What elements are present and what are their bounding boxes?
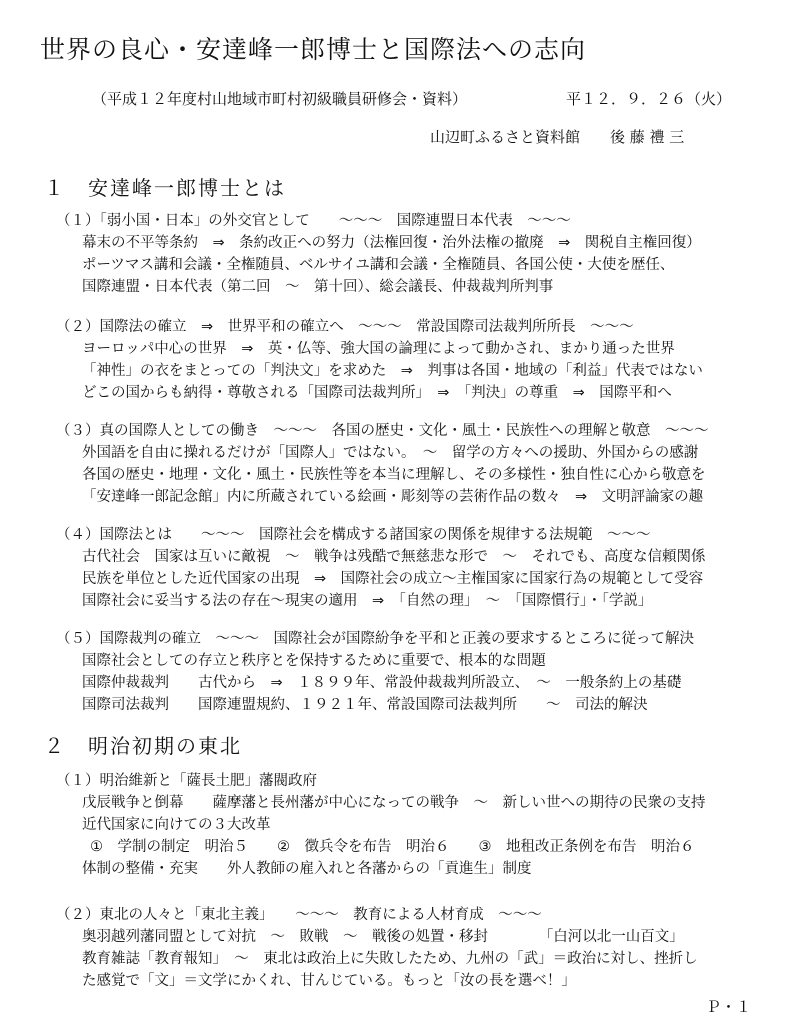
- section-2-heading: ２ 明治初期の東北: [44, 734, 242, 758]
- body-line: 幕末の不平等条約 ⇒ 条約改正への努力（法権回復・治外法権の撤廃 ⇒ 関税自主権回復）: [82, 235, 701, 251]
- body-line: 体制の整備・充実 外人教師の雇入れと各藩からの「貢進生」制度: [82, 861, 532, 877]
- subsection-2-2: [56, 904, 698, 992]
- body-line: 教育雑誌「教育報知」 〜 東北は政治上に失敗したため、九州の「武」＝政治に対し、挫折し: [82, 951, 698, 967]
- body-line: ① 学制の制定 明治５ ② 徴兵令を布告 明治６ ③ 地租改正条例を布告 明治６: [90, 839, 695, 855]
- body-line: 近代国家に向けての３大改革: [82, 817, 271, 833]
- subsection-1-4: [56, 524, 706, 612]
- document-date: 平１２．９．２６（火）: [566, 90, 732, 108]
- subsection-heading: （１）明治維新と「薩長土肥」藩閥政府: [56, 773, 317, 789]
- body-line: 国際司法裁判 国際連盟規約、１９２１年、常設国際司法裁判所 〜 司法的解決: [82, 697, 648, 713]
- body-line: 国際仲裁裁判 古代から ⇒ １８９９年、常設仲裁裁判所設立、 〜 一般条約上の基礎: [82, 675, 682, 691]
- body-line: た感覚で「文」＝文学にかくれ、甘んじている。もっと「汝の長を選べ！」: [82, 973, 576, 989]
- subsection-2-1: [56, 770, 706, 880]
- body-line: ヨーロッパ中心の世界 ⇒ 英・仏等、強大国の論理によって動かされ、まかり通った世界: [82, 341, 675, 357]
- subsection-heading: （２）国際法の確立 ⇒ 世界平和の確立へ 〜〜〜 常設国際司法裁判所所長 〜〜〜: [56, 319, 634, 335]
- body-line: 外国語を自由に操れるだけが「国際人」ではない。 〜 留学の方々への援助、外国からの感謝: [82, 445, 699, 461]
- body-line: 古代社会 国家は互いに敵視 〜 戦争は残酷で無慈悲な形で 〜 それでも、高度な信頼関係: [82, 549, 706, 565]
- body-line: 民族を単位とした近代国家の出現 ⇒ 国際社会の成立〜主権国家に国家行為の規範として受容: [82, 571, 704, 587]
- body-line: 奥羽越列藩同盟として対抗 〜 敗戦 〜 戦後の処置・移封 「白河以北一山百文」: [82, 929, 684, 945]
- subsection-heading: （４）国際法とは 〜〜〜 国際社会を構成する諸国家の関係を規律する法規範 〜〜〜: [56, 527, 651, 543]
- subsection-heading: （５）国際裁判の確立 〜〜〜 国際社会が国際紛争を平和と正義の要求するところに従って解決: [56, 631, 694, 647]
- section-1-heading: １ 安達峰一郎博士とは: [44, 176, 286, 200]
- subsection-heading: （２）東北の人々と「東北主義」 〜〜〜 教育による人材育成 〜〜〜: [56, 907, 542, 923]
- subsection-1-3: [56, 420, 709, 508]
- subsection-1-5: [56, 628, 694, 716]
- page-number: Ｐ・１: [706, 998, 752, 1016]
- body-line: 各国の歴史・地理・文化・風土・民族性等を本当に理解し、その多様性・独自性に心から敬意を: [82, 467, 706, 483]
- body-line: 「安達峰一郎記念館」内に所蔵されている絵画・彫刻等の芸術作品の数々 ⇒ 文明評論家の趣: [82, 489, 704, 505]
- body-line: どこの国からも納得・尊敬される「国際司法裁判所」 ⇒ 「判決」の尊重 ⇒ 国際平和へ: [82, 385, 672, 401]
- body-line: ポーツマス講和会議・全権随員、ベルサイユ講和会議・全権随員、各国公使・大使を歴任、: [82, 257, 675, 273]
- subsection-1-2: [56, 316, 703, 404]
- document-author: 山辺町ふるさと資料館 後 藤 禮 三: [430, 128, 685, 146]
- body-line: 「神性」の衣をまとっての「判決文」を求めた ⇒ 判事は各国・地域の「利益」代表ではない: [82, 363, 703, 379]
- body-line: 国際社会としての存立と秩序とを保持するために重要で、根本的な問題: [82, 653, 546, 669]
- body-line: 国際連盟・日本代表（第二回 〜 第十回）、総会議長、仲裁裁判所判事: [82, 279, 554, 295]
- subsection-heading: （３）真の国際人としての働き 〜〜〜 各国の歴史・文化・風土・民族性への理解と敬意 〜〜〜: [56, 423, 709, 439]
- body-line: 戊辰戦争と倒幕 薩摩藩と長州藩が中心になっての戦争 〜 新しい世への期待の民衆の支持: [82, 795, 706, 811]
- document-meta: （平成１２年度村山地域市町村初級職員研修会・資料）: [92, 90, 468, 108]
- subsection-heading: （１）「弱小国・日本」の外交官として 〜〜〜 国際連盟日本代表 〜〜〜: [56, 213, 571, 229]
- body-line: 国際社会に妥当する法の存在〜現実の適用 ⇒ 「自然の理」 〜 「国際慣行」・「学説」: [82, 593, 653, 609]
- subsection-1-1: [56, 210, 701, 298]
- document-title: 世界の良心・安達峰一郎博士と国際法への志向: [40, 35, 587, 64]
